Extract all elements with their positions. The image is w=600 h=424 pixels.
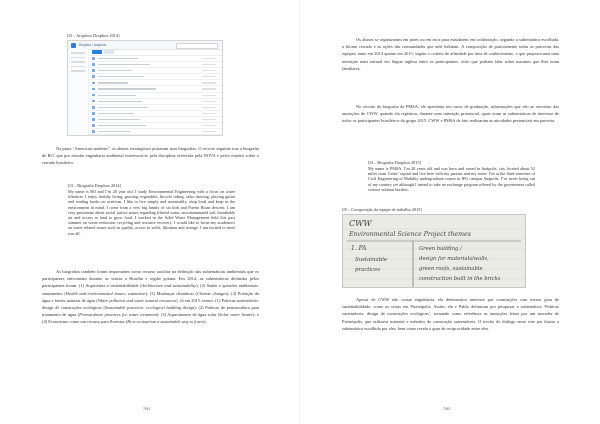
handwritten-notes-photo bbox=[342, 214, 526, 288]
dropbox-screenshot bbox=[67, 40, 223, 136]
folder-icon bbox=[92, 75, 95, 78]
quote-biography-ro: My name is RO and I’m 20 year old. I study Environmental Engineering with a focus on water filtration. I enjoy healthy living, growing vegetables, bicycle riding, salsa dancing, playing guitar and reading books on activism. I like to live simply and sustainably, shop local and keep in the environment in mind. I come from a very big family of six kids and Puerto Rican descent. I am very passionate about social justice issues regarding filtered water, uncontaminated soil, breathable air and access to land to grow food. I worked in the Solid Waste Management field this past summer on waste reduction, recycling and resource recovery. I would like to focus my academics on water related issues such as quality, access to wells, filtration and storage. I am excited to meet you all. bbox=[68, 189, 235, 236]
folder-icon bbox=[92, 100, 95, 103]
folder-icon bbox=[92, 112, 95, 115]
screenshot-upload-button bbox=[92, 50, 102, 54]
quote-caption-f4: [f4 – Biografia Dropbox 2015] bbox=[368, 160, 421, 165]
right-paragraph-1: Os alunos se organizaram em pares ou em trios para estudarem em colaboração, segundo a subtemática escolhida, o bioma cerrado e as ações das comunidades que nele habitam. A composição de praticamente todas as parcerias das equipes, tanto em 2014 quanto em 2015, seguiu o critério de afinidade por área de conhecimento, o que proporcionou uma interação mais natural em língua inglesa entre os participantes, visto que podiam falar sobre assuntos que lhes eram familiares. bbox=[342, 37, 559, 71]
quote-biography-pmsa: My name is PMSA. I’m 20 years old and was born and raised in Anápolis, city located about 52 miles from Goiás’ capital and live here with my parents and my sister. I’m at the third semester of Civil Engineering of Mobility undergraduate course in IFG campus Anápolis. I’ve never being out of my country yet although I intend to take an exchange program offered by the government called science without borders. bbox=[368, 166, 535, 192]
figure-caption-f2: [f2 – Arquivos Dropbox 2014] bbox=[67, 33, 120, 38]
folder-icon bbox=[92, 130, 95, 133]
notebook-lines bbox=[343, 215, 525, 287]
quote-caption-f3: [f3 – Biografia Dropbox 2014] bbox=[68, 183, 121, 188]
folder-icon bbox=[92, 69, 95, 72]
folder-icon bbox=[92, 88, 95, 91]
photo-item-left-1: Sustainable bbox=[355, 257, 388, 263]
right-page bbox=[300, 0, 600, 424]
figure-caption-f5: [f5 – Composição da equipe de trabalho 2015] bbox=[342, 207, 422, 212]
page-number-left: 7/91 bbox=[143, 407, 151, 411]
photo-item-right-3: green roofs, sustainable bbox=[419, 266, 483, 272]
right-paragraph-2: No recorte da biografia de PMSA, ele apresenta seu curso de graduação, informações que vão ao encontro das anotações de CWW, quando ela registrou, durante uma interação presencial, quais eram as subtemáticas de interesse de todos os participantes brasileiros do grupo 2015. CWW e PMSA de fato realizaram as atividades presenciais em parceria. bbox=[342, 104, 559, 124]
photo-item-right-4: construction built in the bricks bbox=[419, 276, 501, 282]
photo-heading: CWW bbox=[349, 219, 372, 228]
photo-item-right-1: Green building / bbox=[419, 246, 462, 252]
dropbox-logo-icon bbox=[71, 43, 76, 48]
screenshot-folder-button bbox=[104, 50, 114, 54]
right-paragraph-3: Apesar de CWW não cursar engenharia, ela demonstrou interesse por construções com menor grau de sustentabilidade, como as vistas em Pirenópolis. Assim, ela e Pablo definiram por pesquisar a subtemática ‘Práticas sustentáveis: design de construções ecológicas’, tornando como referência as anotações feitas por um morador de Pirenópolis, que utilizava material e métodos de construção sustentáveis. O trecho do diálogo entre este par ilustra a subtemática escolhida por eles, bem como revela o grau de reciprocidade entre eles. bbox=[342, 297, 559, 331]
photo-item-right-2: design for materials/walls, bbox=[419, 256, 489, 262]
photo-subheading: Environmental Science Project themes bbox=[349, 231, 471, 238]
left-paragraph-2: As biografias também foram importantes como recurso auxiliar na definição das subtemáticas ambientais que os participantes enfocariam durante as visitas a Brasília e região goiana. Em 2014, as subtemáticas definidas pelos participantes foram: (1) Arquitetura e sustentabilidade (Architecture and sustainability); (2) Saúde e questões ambientais: saneamento (Health and environmental issues: sanitation); (3) Mudanças climáticas (Climate changes); (4) Poluição da água e fontes naturais de água (Water pollution and water natural resources). Já em 2015, temos: (1) Práticas sustentáveis: design de construções ecológicas (Sustainable practices: ecological building design); (2) Práticas de permacultura para tratamento de água (Permaculture practices for water treatment); (3) Aquecimento de água solar (Solar water heater); e (4) Ecoturismo como um recurso para florestas (How ecotourism a sustainable way to forest). bbox=[42, 269, 259, 325]
screenshot-file-list bbox=[88, 49, 222, 135]
screenshot-sidebar bbox=[68, 49, 89, 135]
screenshot-toolbar bbox=[88, 49, 222, 56]
folder-icon bbox=[92, 57, 95, 60]
photo-item-number: 1. PA bbox=[351, 245, 367, 252]
left-paragraph-1: Na pasta “American students”, os alunos estrangeiros postaram suas biografias. O recorte seguinte traz a biografia de RO, que por estudar engenharia ambiental interessou-se pela disciplina oferecida pela NOVA e pelos estudos sobre o cerrado brasileiro. bbox=[42, 146, 259, 166]
screenshot-app-title: Dropbox › Arquivos bbox=[79, 42, 107, 47]
photo-item-left-2: practices bbox=[355, 267, 381, 273]
folder-icon bbox=[92, 94, 95, 97]
screenshot-row bbox=[88, 135, 222, 136]
folder-icon bbox=[92, 63, 95, 66]
folder-icon bbox=[92, 124, 95, 127]
page-number-right: 7/92 bbox=[443, 407, 451, 411]
folder-icon bbox=[92, 118, 95, 121]
folder-icon bbox=[92, 82, 95, 85]
folder-icon bbox=[92, 106, 95, 109]
